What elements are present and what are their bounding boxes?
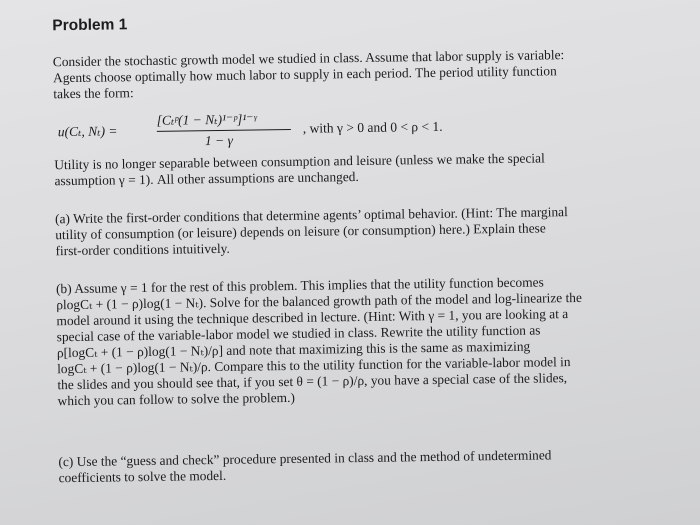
text-line: model around it using the technique described in lecture. (Hint: With γ = 1, you are looking at a [56, 306, 569, 329]
text-line: coefficients to solve the model. [58, 467, 227, 486]
text-line: (c) Use the “guess and check” procedure presented in class and the method of undetermined [58, 447, 552, 470]
problem-title: Problem 1 [52, 16, 128, 35]
text-line: which you can follow to solve the problem.) [57, 389, 295, 409]
formula-fraction [156, 111, 297, 149]
text-line: first-order conditions intuitively. [55, 240, 230, 259]
formula-numerator: [Cₜᵖ(1 − Nₜ)¹⁻ᵖ]¹⁻ᵞ [156, 111, 257, 128]
text-line: (a) Write the first-order conditions that determine agents’ optimal behavior. (Hint: The marginal [54, 204, 568, 227]
formula-condition: , with γ > 0 and 0 < ρ < 1. [302, 118, 443, 136]
text-line: special case of the variable-labor model we studied in class. Rewrite the utility function as [56, 322, 541, 345]
text-line: Consider the stochastic growth model we studied in class. Assume that labor supply is variable: [52, 47, 565, 70]
text-line: (b) Assume γ = 1 for the rest of this problem. This implies that the utility function becomes [55, 274, 544, 297]
fraction-bar [157, 129, 291, 132]
text-line: the slides and you should see that, if you set θ = (1 − ρ)/ρ, you have a special case of the slides, [57, 370, 568, 393]
intro-paragraph [53, 47, 565, 102]
text-line: logCₜ + (1 − ρ)log(1 − Nₜ)/ρ. Compare this to the utility function for the variable-labor model in [57, 354, 571, 377]
text-line: Utility is no longer separable between consumption and leisure (unless we make the special [54, 150, 545, 173]
formula-lhs: u(Cₜ, Nₜ) = [57, 123, 118, 140]
text-line: utility of consumption (or leisure) depends on leisure (or consumption) here.) Explain these [55, 220, 546, 243]
formula-denominator: 1 − γ [204, 132, 234, 149]
utility-note-paragraph [54, 150, 545, 189]
text-line: assumption γ = 1). All other assumptions are unchanged. [54, 169, 359, 189]
text-line: takes the form: [53, 85, 134, 102]
text-line: ρlogCₜ + (1 − ρ)log(1 − Nₜ). Solve for the balanced growth path of the model and log-linearize the [56, 289, 582, 313]
part-a-paragraph [55, 204, 568, 259]
utility-formula [58, 104, 619, 156]
text-line: Agents choose optimally how much labor to supply in each period. The period utility function [52, 63, 557, 86]
part-b-paragraph [56, 274, 583, 409]
text-line: ρ[logCₜ + (1 − ρ)log(1 − Nₜ)/ρ] and note that maximizing this is the same as maximizing [56, 338, 531, 361]
part-c-paragraph [58, 447, 551, 486]
